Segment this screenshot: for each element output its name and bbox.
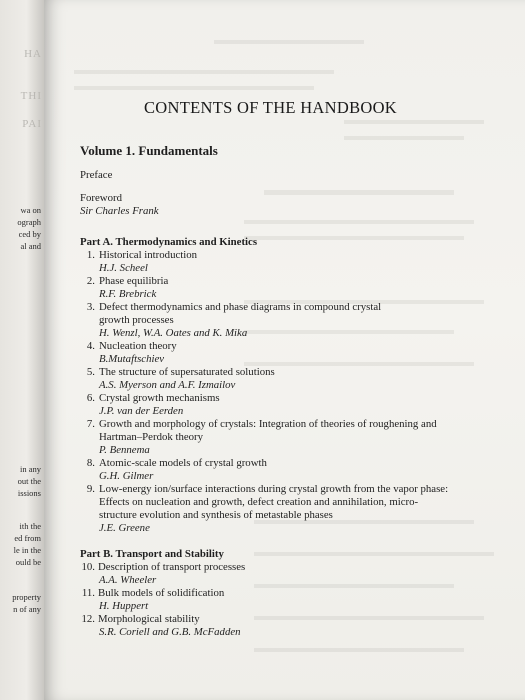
chapter-title-continued: structure evolution and synthesis of metastable phases [99, 509, 333, 521]
chapter-author: P. Bennema [99, 444, 150, 456]
chapter-title-continued: Hartman–Perdok theory [99, 431, 204, 443]
chapter-title: 3. Defect thermodynamics and phase diagrams in compound crystal [86, 301, 382, 313]
chapter-title: 8. Atomic-scale models of crystal growth [86, 457, 267, 469]
chapter-author: H. Huppert [99, 600, 149, 612]
left-text-fragment: le in the [13, 545, 41, 555]
chapter-author: H. Wenzl, W.A. Oates and K. Mika [99, 327, 248, 339]
chapter-author: J.P. van der Eerden [99, 405, 184, 417]
chapter-title: 1. Historical introduction [86, 249, 198, 261]
left-text-fragment: ould be [15, 557, 41, 567]
handbook-page [44, 0, 525, 700]
preface-entry: Preface [80, 169, 113, 181]
left-facing-page [0, 0, 44, 700]
left-text-fragment: ograph [17, 217, 41, 227]
left-text-fragment: out the [17, 476, 41, 486]
chapter-author: A.A. Wheeler [99, 574, 157, 586]
chapter-title-continued: Effects on nucleation and growth, defect creation and annihilation, micro- [99, 496, 419, 508]
chapter-author: B.Mutaftschiev [99, 353, 165, 365]
chapter-title: 12. Morphological stability [81, 613, 200, 625]
left-text-fragment: in any [19, 464, 41, 474]
ghost-letters: HA [24, 48, 42, 60]
chapter-author: J.E. Greene [99, 522, 150, 534]
foreword-author: Sir Charles Frank [80, 205, 159, 217]
chapter-title: 11. Bulk models of solidification [81, 587, 225, 599]
chapter-title: 5. The structure of supersaturated solutions [86, 366, 275, 378]
left-text-fragment: al and [20, 241, 41, 251]
part-heading: Part A. Thermodynamics and Kinetics [80, 236, 258, 248]
chapter-title: 2. Phase equilibria [86, 275, 169, 287]
page-title: CONTENTS OF THE HANDBOOK [144, 98, 398, 117]
chapter-author: H.J. Scheel [99, 262, 148, 274]
chapter-author: A.S. Myerson and A.F. Izmailov [99, 379, 236, 391]
foreword-entry: Foreword [80, 192, 122, 204]
left-text-fragment: ced by [18, 229, 41, 239]
chapter-title: 10. Description of transport processes [81, 561, 246, 573]
left-text-fragment: issions [17, 488, 41, 498]
left-text-fragment: ith the [19, 521, 41, 531]
left-text-fragment: property [12, 592, 41, 602]
chapter-title: 4. Nucleation theory [86, 340, 177, 352]
chapter-author: G.H. Gilmer [99, 470, 154, 482]
chapter-title: 7. Growth and morphology of crystals: Integration of theories of roughening and [86, 418, 437, 430]
chapter-author: S.R. Coriell and G.B. McFadden [99, 626, 241, 638]
ghost-letters: PAI [22, 118, 42, 130]
chapter-title-continued: growth processes [99, 314, 174, 326]
chapter-title: 9. Low-energy ion/surface interactions during crystal growth from the vapor phase: [86, 483, 449, 495]
left-text-fragment: ed from [14, 533, 41, 543]
ghost-letters: THI [20, 90, 42, 102]
volume-heading: Volume 1. Fundamentals [80, 143, 218, 158]
chapter-title: 6. Crystal growth mechanisms [86, 392, 220, 404]
left-text-fragment: wa on [20, 205, 41, 215]
part-heading: Part B. Transport and Stability [80, 548, 224, 560]
left-text-fragment: n of any [13, 604, 41, 614]
chapter-author: R.F. Brebrick [99, 288, 157, 300]
